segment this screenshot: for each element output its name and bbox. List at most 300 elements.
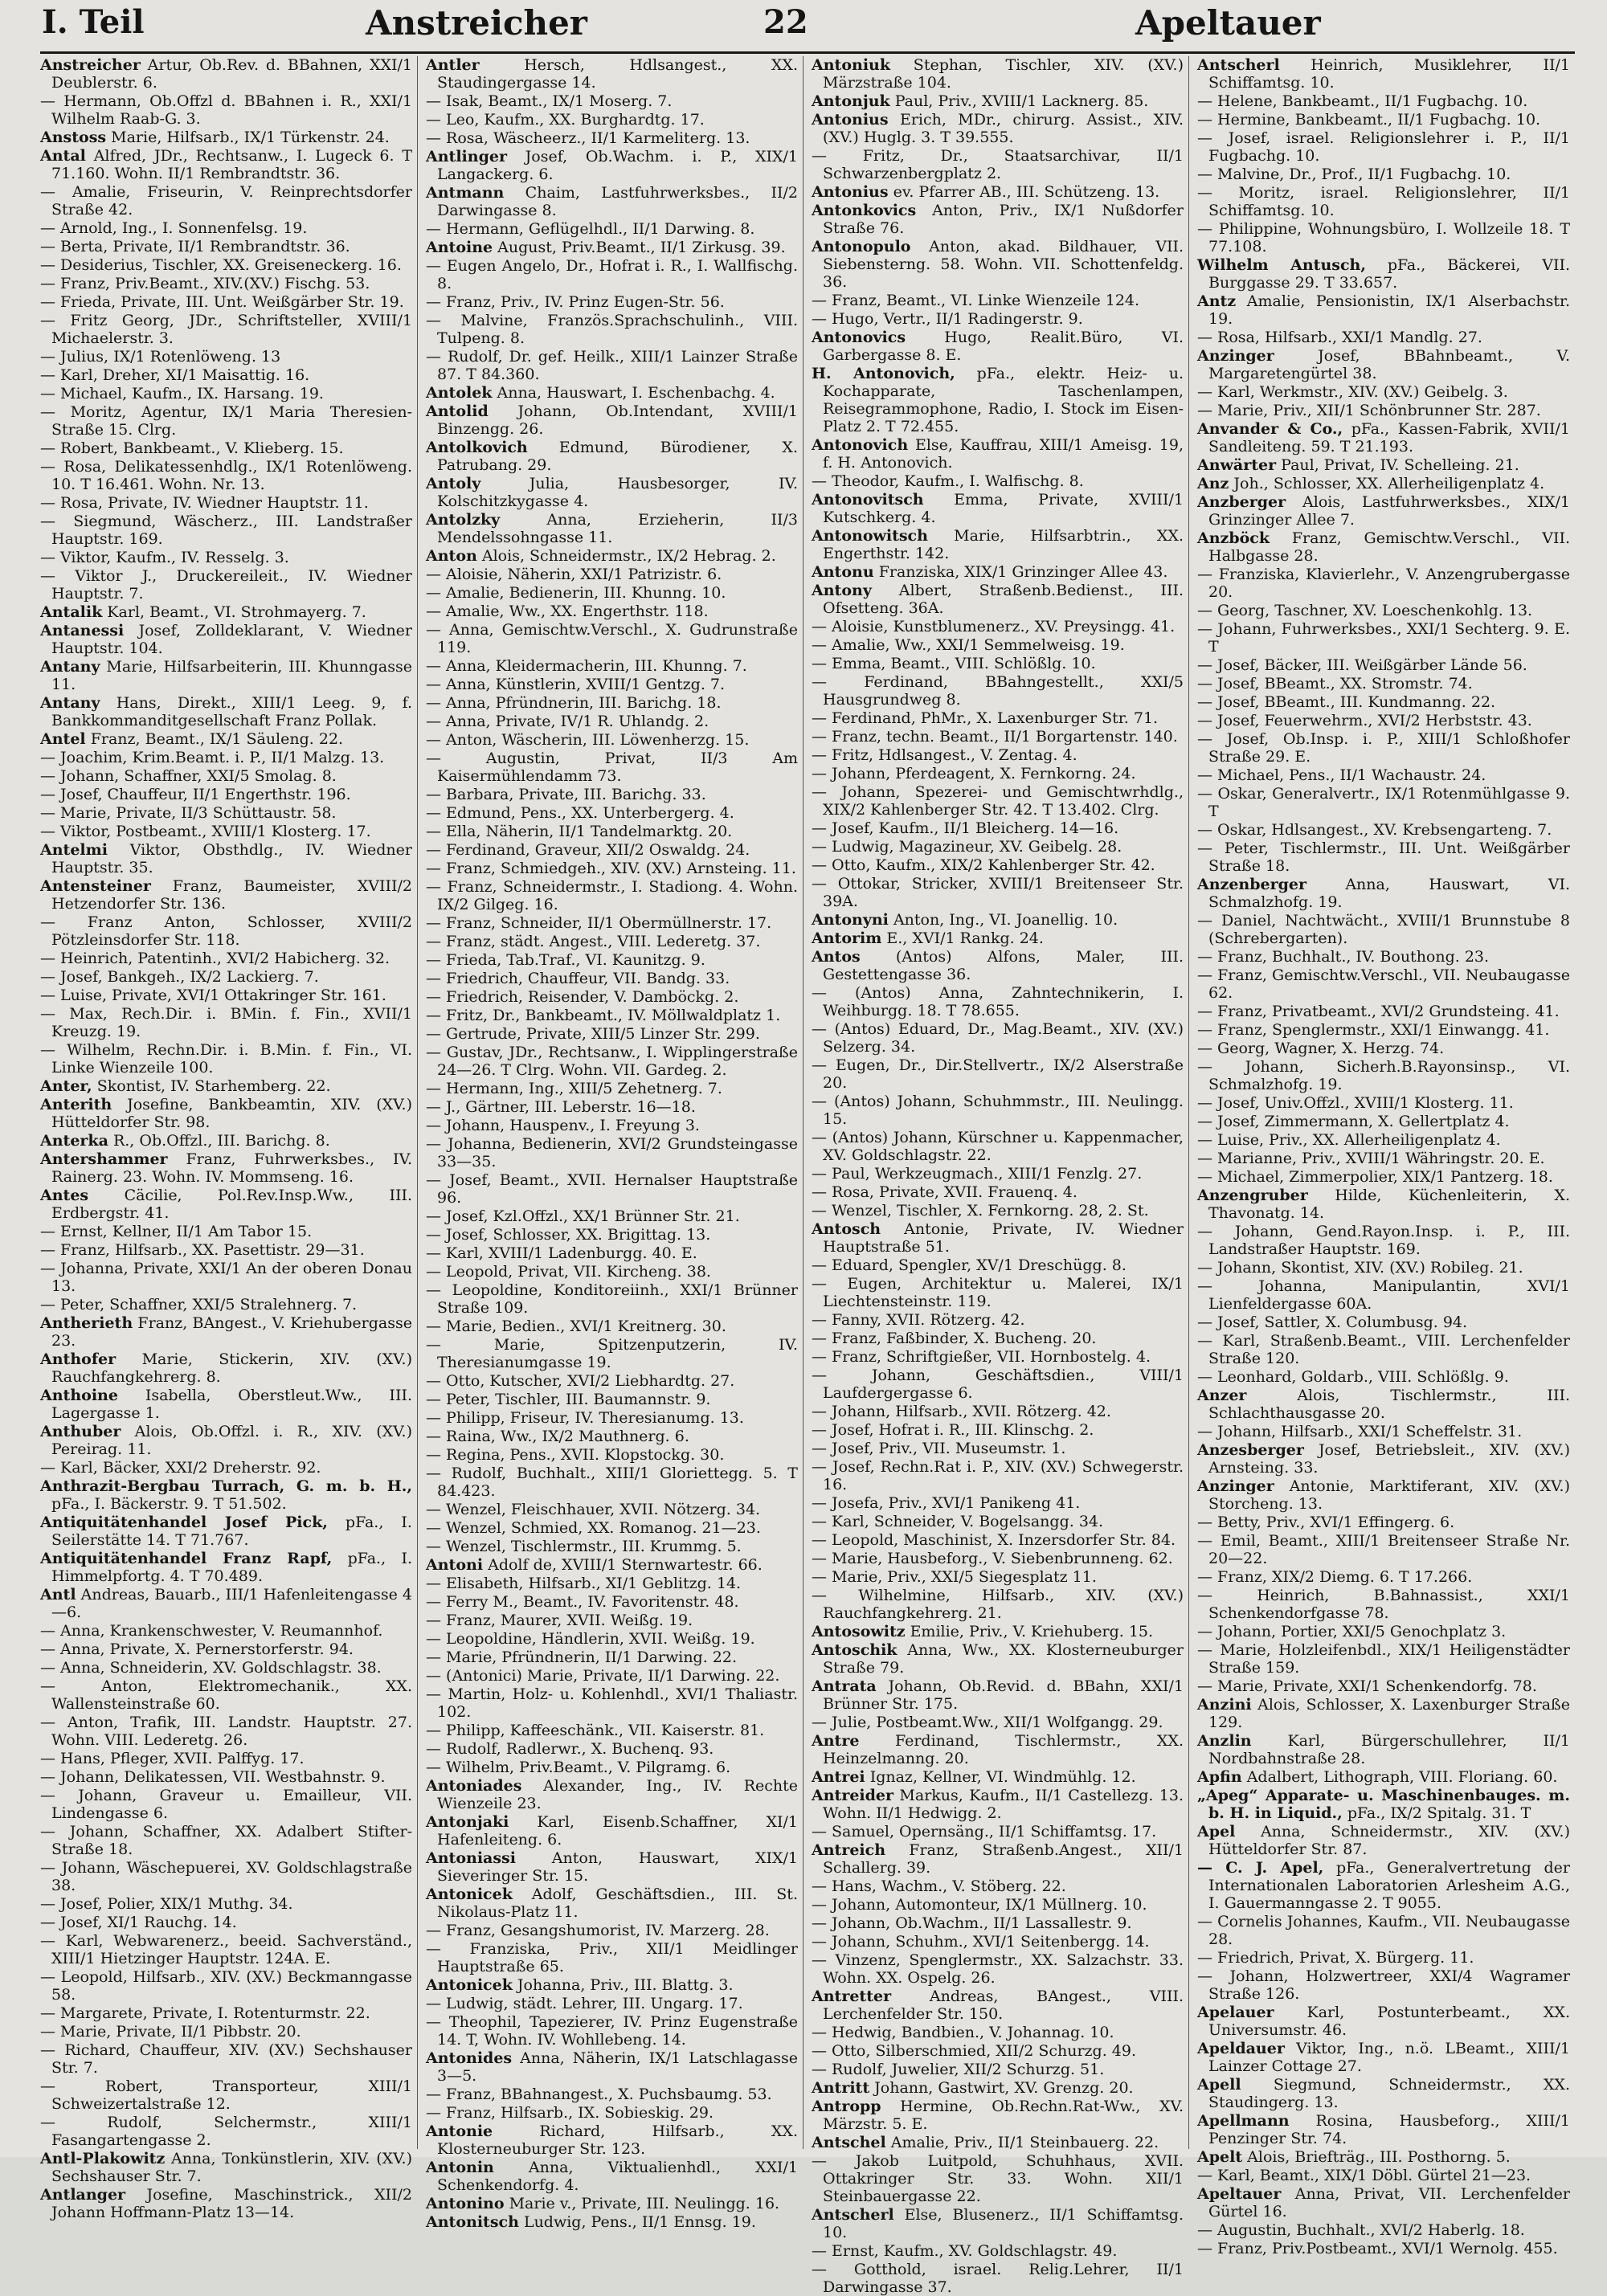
entry-details: — Ottokar, Stricker, XVIII/1 Breitenseer Str. 39A. bbox=[812, 875, 1184, 910]
entry-details: Heinrich, Musiklehrer, II/1 Schiffamtsg. 10. bbox=[1208, 56, 1571, 92]
directory-entry bbox=[40, 1859, 412, 1894]
entry-details: — Marie, Pfründnerin, II/1 Darwing. 22. bbox=[426, 1648, 738, 1666]
entry-details: — Georg, Wagner, X. Herzg. 74. bbox=[1197, 1040, 1445, 1057]
directory-entry bbox=[1197, 493, 1570, 529]
directory-entry bbox=[1197, 329, 1570, 346]
entry-surname: Anz bbox=[1197, 475, 1229, 492]
entry-details: — Ferdinand, BBahngestellt., XXI/5 Hausgrundweg 8. bbox=[812, 673, 1184, 709]
entry-details: — Franz, Schneider, II/1 Obermüllnerstr. 17. bbox=[426, 914, 772, 932]
entry-details: — Josef, BBeamt., III. Kundmanng. 22. bbox=[1197, 693, 1496, 711]
entry-details: — Otto, Kutscher, XVI/2 Liebhardtg. 27. bbox=[426, 1372, 735, 1390]
entry-surname: Wilhelm Antusch, bbox=[1197, 256, 1366, 274]
directory-entry bbox=[812, 1951, 1184, 1987]
directory-entry bbox=[40, 1677, 412, 1713]
directory-entry bbox=[40, 312, 412, 347]
directory-entry bbox=[40, 2041, 412, 2077]
entry-details: Anna, Näherin, IX/1 Latschlagasse 3—5. bbox=[437, 2049, 799, 2085]
entry-details: — Franz, Hilfsarb., XX. Pasettistr. 29—31. bbox=[40, 1241, 365, 1259]
directory-entry bbox=[40, 730, 412, 748]
directory-entry bbox=[1197, 1787, 1570, 1822]
entry-details: — Wenzel, Tischler, X. Fernkorng. 28, 2. St. bbox=[812, 1202, 1149, 1219]
entry-details: — Friedrich, Privat, X. Bürgerg. 11. bbox=[1197, 1949, 1474, 1967]
entry-details: Franz, Fuhrwerksbes., IV. Rainerg. 23. Wohn. IV. Mommseng. 16. bbox=[51, 1150, 413, 1186]
entry-details: — Anton, Elektromechanik., XX. Wallensteinstraße 60. bbox=[40, 1677, 412, 1713]
page-header bbox=[0, 0, 1607, 50]
entry-details: — Aloisie, Näherin, XXI/1 Patrizistr. 6. bbox=[426, 566, 722, 583]
entry-surname: Anzengruber bbox=[1197, 1187, 1308, 1204]
directory-entry bbox=[812, 1896, 1184, 1914]
directory-entry bbox=[812, 1988, 1184, 2023]
directory-entry bbox=[426, 1849, 798, 1885]
entry-details: — Josef, BBeamt., XX. Stromstr. 74. bbox=[1197, 675, 1473, 692]
directory-entry bbox=[812, 1202, 1184, 1219]
entry-details: Anna, Viktualienhdl., XXI/1 Schenkendorfg. 4. bbox=[437, 2159, 798, 2194]
directory-entry bbox=[812, 1311, 1184, 1329]
entry-details: — Anna, Krankenschwester, V. Reumannhof. bbox=[40, 1622, 383, 1640]
entry-surname: Antershammer bbox=[40, 1150, 168, 1168]
directory-entry bbox=[1197, 566, 1570, 601]
entry-surname: Antalik bbox=[40, 603, 103, 621]
entry-details: — Franz, Maurer, XVII. Weißg. 19. bbox=[426, 1612, 693, 1629]
entry-details: — Marie, Priv., XXI/5 Siegesplatz 11. bbox=[812, 1568, 1097, 1586]
directory-entry bbox=[40, 92, 412, 128]
directory-entry bbox=[812, 111, 1184, 146]
entry-details: Johanna, Priv., III. Blattg. 3. bbox=[517, 1976, 734, 1994]
directory-entry bbox=[812, 491, 1184, 526]
entry-details: — Paul, Werkzeugmach., XIII/1 Fenzlg. 27. bbox=[812, 1165, 1143, 1183]
directory-entry bbox=[40, 950, 412, 967]
directory-entry bbox=[426, 1117, 798, 1134]
entry-details: Alois, Lastfuhrwerksbes., XIX/1 Grinzinger Allee 7. bbox=[1208, 493, 1570, 529]
entry-surname: Antonius bbox=[812, 111, 889, 129]
entry-details: — Johann, Geschäftsdien., VIII/1 Laufdergergasse 6. bbox=[812, 1367, 1184, 1402]
entry-surname: Anterka bbox=[40, 1132, 108, 1150]
entry-details: — Augustin, Buchhalt., XVI/2 Haberlg. 18. bbox=[1197, 2221, 1525, 2239]
entry-surname: Anton bbox=[426, 547, 477, 565]
directory-entry bbox=[812, 292, 1184, 309]
entry-details: — Marie, Private, XXI/1 Schenkendorfg. 78. bbox=[1197, 1677, 1537, 1695]
column-3 bbox=[812, 56, 1189, 2296]
entry-surname: Antal bbox=[40, 147, 86, 165]
entry-details: — Theophil, Tapezierer, IV. Prinz Eugenstraße 14. T, Wohn. IV. Wohllebeng. 14. bbox=[426, 2013, 798, 2049]
directory-entry bbox=[426, 547, 798, 565]
entry-details: — Amalie, Ww., XX. Engerthstr. 118. bbox=[426, 603, 709, 620]
entry-surname: Apelauer bbox=[1197, 2004, 1274, 2021]
entry-surname: Antonin bbox=[426, 2159, 494, 2176]
entry-surname: Anstoss bbox=[40, 129, 107, 146]
entry-surname: — C. J. Apel, bbox=[1197, 1859, 1324, 1877]
entry-details: — Gotthold, israel. Relig.Lehrer, II/1 Darwingasse 37. bbox=[812, 2261, 1184, 2296]
entry-details: pFa., Generalvertretung der Internationalen Laboratorien Arlesheim A.G., I. Gauermanngasse 2. T 9055. bbox=[1208, 1859, 1571, 1912]
entry-details: — Franz, Schriftgießer, VII. Hornbostelg. 4. bbox=[812, 1348, 1151, 1366]
directory-entry bbox=[40, 1768, 412, 1786]
directory-entry bbox=[40, 1132, 412, 1150]
directory-entry bbox=[426, 384, 798, 402]
entry-surname: Apellmann bbox=[1197, 2112, 1290, 2130]
directory-entry bbox=[1197, 948, 1570, 966]
entry-details: — Johann, Holzwertreer, XXI/4 Wagramer Straße 126. bbox=[1197, 1967, 1570, 2003]
entry-details: — Josef, Chauffeur, II/1 Engerthstr. 196. bbox=[40, 786, 351, 803]
entry-details: — Gustav, JDr., Rechtsanw., I. Wipplingerstraße 24—26. T Clrg. Wohn. VII. Gardeg. 2. bbox=[426, 1044, 798, 1079]
entry-details: — Martin, Holz- u. Kohlenhdl., XVI/1 Thaliastr. 102. bbox=[426, 1685, 798, 1721]
entry-details: Anton, akad. Bildhauer, VII. Siebensterng. 58. Wohn. VII. Schottenfeldg. 36. bbox=[823, 238, 1184, 291]
directory-entry bbox=[1197, 2148, 1570, 2166]
entry-details: — Karl, XVIII/1 Ladenburgg. 40. E. bbox=[426, 1244, 697, 1262]
entry-surname: Antlinger bbox=[426, 148, 507, 165]
entry-surname: Antonowitsch bbox=[812, 527, 928, 545]
directory-entry bbox=[40, 458, 412, 493]
directory-entry bbox=[426, 933, 798, 950]
directory-entry bbox=[40, 513, 412, 548]
directory-entry bbox=[426, 92, 798, 110]
entry-surname: Antonie bbox=[426, 2122, 493, 2140]
entry-details: Adolf, Geschäftsdien., III. St. Nikolaus-Platz 11. bbox=[437, 1885, 798, 1921]
entry-details: — Friedrich, Chauffeur, VII. Bandg. 33. bbox=[426, 970, 730, 987]
entry-surname: Antonius bbox=[812, 183, 889, 201]
entry-details: Alois, Schneidermstr., IX/2 Hebrag. 2. bbox=[481, 547, 776, 565]
directory-entry bbox=[426, 293, 798, 311]
directory-entry bbox=[1197, 821, 1570, 839]
directory-entry bbox=[1197, 1967, 1570, 2003]
header-last-entry: Apeltauer bbox=[1135, 3, 1321, 43]
entry-surname: Antonopulo bbox=[812, 238, 911, 255]
entry-surname: Antonyni bbox=[812, 911, 889, 929]
entry-details: — Josef, Bankgeh., IX/2 Lackierg. 7. bbox=[40, 968, 319, 986]
entry-details: — Franz, Priv.Postbeamt., XVI/1 Wernolg. 455. bbox=[1197, 2240, 1558, 2257]
directory-entry bbox=[1197, 1514, 1570, 1531]
entry-surname: Anthrazit-Bergbau Turrach, G. m. b. H., bbox=[40, 1477, 412, 1495]
entry-details: — Emil, Beamt., XIII/1 Breitenseer Straße Nr. 20—22. bbox=[1197, 1532, 1570, 1567]
entry-details: Else, Kauffrau, XIII/1 Ameisg. 19, f. H. Antonovich. bbox=[823, 436, 1184, 472]
directory-entry bbox=[426, 1612, 798, 1629]
directory-entry bbox=[40, 1895, 412, 1913]
entry-details: — Ernst, Kaufm., XV. Goldschlagstr. 49. bbox=[812, 2242, 1118, 2260]
entry-details: Franz, Straßenb.Angest., XII/1 Schallerg. 39. bbox=[823, 1841, 1184, 1877]
directory-entry bbox=[426, 220, 798, 238]
entry-details: — Josef, Beamt., XVII. Hernalser Hauptstraße 96. bbox=[426, 1171, 798, 1207]
entry-details: — Helene, Bankbeamt., II/1 Fugbachg. 10. bbox=[1197, 92, 1528, 110]
entry-details: — Fritz, Dr., Staatsarchivar, II/1 Schwarzenbergplatz 2. bbox=[812, 147, 1184, 182]
directory-entry bbox=[40, 2186, 412, 2221]
entry-details: — Anna, Private, X. Pernerstorferstr. 94. bbox=[40, 1640, 354, 1658]
directory-entry bbox=[426, 1409, 798, 1427]
directory-entry bbox=[1197, 2221, 1570, 2239]
entry-details: — Ferdinand, PhMr., X. Laxenburger Str. 71. bbox=[812, 709, 1159, 727]
directory-entry bbox=[1197, 1094, 1570, 1112]
entry-details: Paul, Privat, IV. Schelleing. 21. bbox=[1281, 456, 1519, 474]
entry-details: Amalie, Priv., II/1 Steinbauerg. 22. bbox=[890, 2134, 1159, 2151]
entry-details: Hermine, Ob.Rechn.Rat-Ww., XV. Märzstr. 5. E. bbox=[823, 2098, 1184, 2133]
directory-entry bbox=[40, 238, 412, 255]
directory-entry bbox=[426, 1940, 798, 1975]
entry-surname: Antherieth bbox=[40, 1314, 133, 1332]
entry-surname: Anzinger bbox=[1197, 347, 1274, 365]
entry-surname: Antosch bbox=[812, 1220, 881, 1238]
directory-entry bbox=[426, 2213, 798, 2231]
entry-details: Karl, Beamt., VI. Strohmayerg. 7. bbox=[107, 603, 366, 621]
directory-entry bbox=[426, 1135, 798, 1170]
entry-details: Artur, Ob.Rev. d. BBahnen, XXI/1 Deublerstr. 6. bbox=[51, 56, 412, 92]
entry-surname: Anwärter bbox=[1197, 456, 1277, 474]
entry-details: — Franz, Faßbinder, X. Bucheng. 20. bbox=[812, 1330, 1097, 1347]
entry-details: pFa., I. Seilerstätte 14. T 71.767. bbox=[51, 1514, 412, 1549]
entry-details: — Anna, Schneiderin, XV. Goldschlagstr. 38. bbox=[40, 1659, 382, 1677]
directory-entry bbox=[426, 1885, 798, 1921]
entry-details: — Karl, Dreher, XI/1 Maisattig. 16. bbox=[40, 366, 310, 384]
directory-entry bbox=[426, 1556, 798, 1574]
directory-entry bbox=[1197, 1532, 1570, 1567]
entry-details: — Josef, Rechn.Rat i. P., XIV. (XV.) Schwegerstr. 16. bbox=[812, 1458, 1184, 1493]
entry-details: — Josef, israel. Religionslehrer i. P., II/1 Fugbachg. 10. bbox=[1197, 129, 1570, 165]
entry-details: — Amalie, Friseurin, V. Reinprechtsdorfer Straße 42. bbox=[40, 183, 412, 219]
entry-surname: Anzlin bbox=[1197, 1732, 1252, 1750]
directory-entry bbox=[426, 786, 798, 803]
entry-details: — Philippine, Wohnungsbüro, I. Wollzeile 18. T 77.108. bbox=[1197, 220, 1570, 255]
entry-details: — Fritz Georg, JDr., Schriftsteller, XVIII/1 Michaelerstr. 3. bbox=[40, 312, 412, 347]
entry-details: — Wenzel, Tischlermstr., III. Krummg. 5. bbox=[426, 1538, 742, 1555]
entry-surname: Antony bbox=[812, 582, 872, 599]
entry-details: — Josef, Priv., VII. Museumstr. 1. bbox=[812, 1440, 1066, 1457]
entry-details: Anna, Schneidermstr., XIV. (XV.) Hütteldorfer Str. 87. bbox=[1208, 1823, 1570, 1858]
entry-details: — Johann, Schuhm., XVI/1 Seitenbergg. 14. bbox=[812, 1933, 1150, 1951]
directory-entry bbox=[812, 582, 1184, 617]
entry-details: — Hermann, Ing., XIII/5 Zehetnerg. 7. bbox=[426, 1080, 722, 1097]
entry-surname: Antany bbox=[40, 658, 100, 676]
entry-details: — Rudolf, Buchhalt., XIII/1 Gloriettegg. 5. T 84.423. bbox=[426, 1465, 798, 1500]
entry-details: Anna, Tonkünstlerin, XIV. (XV.) Sechshauser Str. 7. bbox=[51, 2150, 412, 2185]
entry-details: Chaim, Lastfuhrwerksbes., II/2 Darwingasse 8. bbox=[437, 184, 798, 219]
directory-entry bbox=[812, 636, 1184, 654]
directory-entry bbox=[812, 92, 1184, 110]
directory-entry bbox=[40, 275, 412, 292]
entry-details: — Johanna, Private, XXI/1 An der oberen Donau 13. bbox=[40, 1260, 412, 1295]
entry-details: — Johann, Spezerei- und Gemischtwrhdlg., XIX/2 Kahlenberger Str. 42. T 13.402. Clrg. bbox=[812, 783, 1184, 819]
directory-entry bbox=[40, 603, 412, 621]
directory-entry bbox=[812, 984, 1184, 1019]
directory-entry bbox=[426, 148, 798, 183]
directory-entry bbox=[1197, 1150, 1570, 1167]
entry-details: Edmund, Bürodiener, X. Patrubang. 29. bbox=[437, 439, 798, 474]
entry-details: Alois, Tischlermstr., III. Schlachthausgasse 20. bbox=[1208, 1387, 1570, 1422]
entry-surname: Antlanger bbox=[40, 2186, 126, 2204]
directory-entry bbox=[1197, 1768, 1570, 1786]
directory-entry bbox=[1197, 1003, 1570, 1020]
entry-details: Emilie, Priv., V. Kriehuberg. 15. bbox=[910, 1623, 1154, 1640]
entry-surname: Antonjuk bbox=[812, 92, 890, 110]
entry-surname: Antonicek bbox=[426, 1885, 513, 1903]
entry-surname: Antonicek bbox=[426, 1976, 513, 1994]
entry-details: — Leopoldine, Händlerin, XVII. Weißg. 19. bbox=[426, 1630, 755, 1648]
directory-entry bbox=[40, 494, 412, 512]
entry-details: — Johann, Delikatessen, VII. Westbahnstr. 9. bbox=[40, 1768, 386, 1786]
entry-details: — Georg, Taschner, XV. Loeschenkohlg. 13. bbox=[1197, 602, 1533, 619]
directory-entry bbox=[812, 948, 1184, 983]
entry-details: — Margarete, Private, I. Rotenturmstr. 22. bbox=[40, 2004, 370, 2022]
entry-details: — Anna, Gemischtw.Verschl., X. Gudrunstraße 119. bbox=[426, 621, 798, 656]
entry-details: — Marie, Priv., XII/1 Schönbrunner Str. 287. bbox=[1197, 402, 1541, 419]
entry-details: Alexander, Ing., IV. Rechte Wienzeile 23. bbox=[437, 1777, 799, 1812]
directory-entry bbox=[812, 1550, 1184, 1567]
directory-entry bbox=[40, 786, 412, 803]
directory-entry bbox=[426, 2195, 798, 2212]
directory-entry bbox=[426, 1501, 798, 1518]
directory-entry bbox=[40, 403, 412, 439]
entry-details: — Amalie, Bedienerin, III. Khunng. 10. bbox=[426, 584, 726, 602]
directory-entry bbox=[812, 655, 1184, 672]
entry-details: — Franz, Priv.Beamt., XIV.(XV.) Fischg. 53. bbox=[40, 275, 370, 292]
entry-details: — Isak, Beamt., IX/1 Moserg. 7. bbox=[426, 92, 673, 110]
directory-entry bbox=[1197, 420, 1570, 456]
entry-details: Skontist, IV. Starhemberg. 22. bbox=[96, 1077, 331, 1095]
entry-surname: Antiquitätenhandel Franz Rapf, bbox=[40, 1550, 333, 1567]
directory-entry bbox=[812, 2061, 1184, 2078]
entry-details: — Josef, Polier, XIX/1 Muthg. 34. bbox=[40, 1895, 293, 1913]
directory-entry bbox=[40, 1750, 412, 1767]
entry-details: Franz, BAngest., V. Kriehubergasse 23. bbox=[51, 1314, 412, 1350]
directory-entry bbox=[426, 1777, 798, 1812]
entry-details: Andreas, Bauarb., III/1 Hafenleitengasse 4—6. bbox=[51, 1586, 412, 1621]
entry-details: — (Antos) Anna, Zahntechnikerin, I. Weihburgg. 18. T 78.655. bbox=[812, 984, 1184, 1019]
directory-entry bbox=[426, 1995, 798, 2012]
entry-details: — Anna, Kleidermacherin, III. Khunng. 7. bbox=[426, 657, 747, 675]
entry-details: — Johann, Automonteur, IX/1 Müllnerg. 10. bbox=[812, 1896, 1147, 1914]
directory-entry bbox=[40, 2004, 412, 2022]
directory-entry bbox=[812, 310, 1184, 328]
directory-entry bbox=[812, 2134, 1184, 2151]
directory-entry bbox=[426, 1244, 798, 1262]
entry-details: Karl, Eisenb.Schaffner, XI/1 Hafenleiteng. 6. bbox=[437, 1813, 798, 1849]
entry-details: — Wilhelmine, Hilfsarb., XIV. (XV.) Rauchfangkehrerg. 21. bbox=[812, 1587, 1184, 1622]
entry-details: — Marie, Spitzenputzerin, IV. Theresianumgasse 19. bbox=[426, 1336, 798, 1371]
directory-entry bbox=[40, 1096, 412, 1131]
directory-entry bbox=[812, 1841, 1184, 1877]
entry-surname: Antz bbox=[1197, 292, 1237, 310]
entry-details: Franziska, XIX/1 Grinzinger Allee 43. bbox=[878, 563, 1168, 581]
directory-entry bbox=[426, 584, 798, 602]
entry-details: — Ferdinand, Graveur, XII/2 Oswaldg. 24. bbox=[426, 841, 750, 859]
directory-entry bbox=[40, 1914, 412, 1931]
directory-entry bbox=[426, 603, 798, 620]
entry-details: — Otto, Kaufm., XIX/2 Kahlenberger Str. 42. bbox=[812, 856, 1155, 874]
directory-entry bbox=[40, 1477, 412, 1513]
entry-surname: „Apeg“ Apparate- u. Maschinenbauges. m. b. H. in Liquid., bbox=[1197, 1787, 1570, 1822]
directory-entry bbox=[40, 1314, 412, 1350]
entry-details: — Leopold, Maschinist, X. Inzersdorfer Str. 84. bbox=[812, 1531, 1176, 1549]
entry-surname: Antonino bbox=[426, 2195, 505, 2212]
entry-details: — Johann, Skontist, XIV. (XV.) Robileg. 21. bbox=[1197, 1259, 1523, 1277]
entry-surname: Antscherl bbox=[812, 2206, 894, 2224]
directory-entry bbox=[1197, 2004, 1570, 2039]
entry-details: Josef, BBahnbeamt., V. Margaretengürtel 38. bbox=[1208, 347, 1570, 382]
entry-details: Richard, Hilfsarb., XX. Klosterneuburger Str. 123. bbox=[437, 2122, 798, 2158]
directory-entry bbox=[812, 929, 1184, 947]
directory-entry bbox=[426, 184, 798, 219]
entry-details: — Franz Anton, Schlosser, XVIII/2 Pötzleinsdorfer Str. 118. bbox=[40, 913, 412, 949]
entry-details: Ignaz, Kellner, VI. Windmühlg. 12. bbox=[869, 1768, 1136, 1786]
directory-entry bbox=[426, 1575, 798, 1592]
directory-entry bbox=[40, 1968, 412, 2004]
entry-details: — Karl, Schneider, V. Bogelsangg. 34. bbox=[812, 1513, 1104, 1530]
entry-details: — Marie, Private, II/3 Schüttaustr. 58. bbox=[40, 804, 337, 822]
directory-entry bbox=[40, 1459, 412, 1477]
directory-entry bbox=[426, 1007, 798, 1024]
directory-entry bbox=[812, 1020, 1184, 1056]
entry-surname: Antolid bbox=[426, 402, 489, 420]
entry-surname: Antonovitsch bbox=[812, 491, 924, 509]
entry-surname: Anzini bbox=[1197, 1696, 1252, 1714]
entry-details: Hilde, Küchenleiterin, X. Thavonatg. 14. bbox=[1208, 1187, 1570, 1222]
entry-details: — Michael, Pens., II/1 Wachaustr. 24. bbox=[1197, 766, 1486, 784]
directory-entry bbox=[1197, 1423, 1570, 1440]
directory-entry bbox=[40, 56, 412, 92]
directory-entry bbox=[1197, 1641, 1570, 1677]
directory-entry bbox=[40, 877, 412, 913]
directory-entry bbox=[1197, 184, 1570, 219]
entry-details: Erich, MDr., chirurg. Assist., XIV. (XV.) Huglg. 3. T 39.555. bbox=[823, 111, 1184, 146]
directory-entry bbox=[1197, 602, 1570, 619]
directory-entry bbox=[812, 202, 1184, 237]
entry-details: — Raina, Ww., IX/2 Mauthnerg. 6. bbox=[426, 1428, 689, 1445]
entry-surname: Anzer bbox=[1197, 1387, 1247, 1404]
entry-details: — Franz, Buchhalt., IV. Bouthong. 23. bbox=[1197, 948, 1490, 966]
entry-details: — Robert, Transporteur, XIII/1 Schweizertalstraße 12. bbox=[40, 2077, 412, 2113]
entry-details: — Hermann, Ob.Offzl d. BBahnen i. R., XXI/1 Wilhelm Raab-G. 3. bbox=[40, 92, 412, 128]
directory-entry bbox=[1197, 966, 1570, 1002]
entry-details: Cäcilie, Pol.Rev.Insp.Ww., III. Erdbergstr. 41. bbox=[51, 1187, 412, 1222]
entry-details: — Samuel, Opernsäng., II/1 Schiffamtsg. 17. bbox=[812, 1823, 1157, 1840]
entry-details: R., Ob.Offzl., III. Barichg. 8. bbox=[112, 1132, 330, 1150]
directory-entry bbox=[812, 1165, 1184, 1183]
directory-entry bbox=[812, 1714, 1184, 1731]
entry-surname: Antreider bbox=[812, 1787, 894, 1804]
column-1 bbox=[40, 56, 418, 2221]
entry-details: Andreas, BAngest., VIII. Lerchenfelder Str. 150. bbox=[823, 1988, 1184, 2023]
entry-details: — (Antonici) Marie, Private, II/1 Darwing. 22. bbox=[426, 1667, 780, 1685]
entry-details: — Betty, Priv., XVI/1 Effingerg. 6. bbox=[1197, 1514, 1455, 1531]
directory-entry bbox=[1197, 785, 1570, 820]
directory-entry bbox=[1197, 1040, 1570, 1057]
directory-entry bbox=[812, 1183, 1184, 1201]
entry-details: — Jakob Luitpold, Schuhhaus, XVII. Ottakringer Str. 33. Wohn. XII/1 Steinbauergasse 22. bbox=[812, 2152, 1184, 2205]
entry-details: — Anna, Künstlerin, XVIII/1 Gentzg. 7. bbox=[426, 676, 726, 693]
entry-details: Josef, Ob.Wachm. i. P., XIX/1 Langackerg. 6. bbox=[437, 148, 798, 183]
entry-details: — Johann, Schaffner, XX. Adalbert Stifter-Straße 18. bbox=[40, 1823, 412, 1858]
directory-entry bbox=[426, 1391, 798, 1408]
entry-details: — Cornelis Johannes, Kaufm., VII. Neubaugasse 28. bbox=[1197, 1913, 1570, 1948]
directory-entry bbox=[812, 1531, 1184, 1549]
directory-entry bbox=[812, 2152, 1184, 2205]
directory-entry bbox=[812, 1933, 1184, 1951]
directory-entry bbox=[812, 709, 1184, 727]
entry-details: — Wenzel, Fleischhauer, XVII. Nötzerg. 34. bbox=[426, 1501, 761, 1518]
entry-surname: Antany bbox=[40, 694, 100, 712]
directory-entry bbox=[812, 2242, 1184, 2260]
entry-details: — Leo, Kaufm., XX. Burghardtg. 17. bbox=[426, 111, 705, 129]
entry-details: — Marie, Bedien., XVI/1 Kreitnerg. 30. bbox=[426, 1318, 726, 1335]
entry-surname: Anterith bbox=[40, 1096, 112, 1113]
directory-entry bbox=[40, 913, 412, 949]
entry-surname: Antel bbox=[40, 730, 86, 748]
entry-details: — Anton, Trafik, III. Landstr. Hauptstr. 27. Wohn. VIII. Lederetg. 26. bbox=[40, 1714, 412, 1749]
entry-details: — Richard, Chauffeur, XIV. (XV.) Sechshauser Str. 7. bbox=[40, 2041, 412, 2077]
entry-details: — Franz, städt. Angest., VIII. Lederetg. 37. bbox=[426, 933, 761, 950]
directory-entry bbox=[812, 728, 1184, 746]
entry-details: — Johann, Fuhrwerksbes., XXI/1 Sechterg. 9. E. T bbox=[1197, 620, 1570, 656]
entry-surname: Anzberger bbox=[1197, 493, 1286, 511]
entry-details: — Eduard, Spengler, XV/1 Dreschügg. 8. bbox=[812, 1256, 1127, 1274]
directory-entry bbox=[812, 1677, 1184, 1713]
directory-entry bbox=[426, 1171, 798, 1207]
